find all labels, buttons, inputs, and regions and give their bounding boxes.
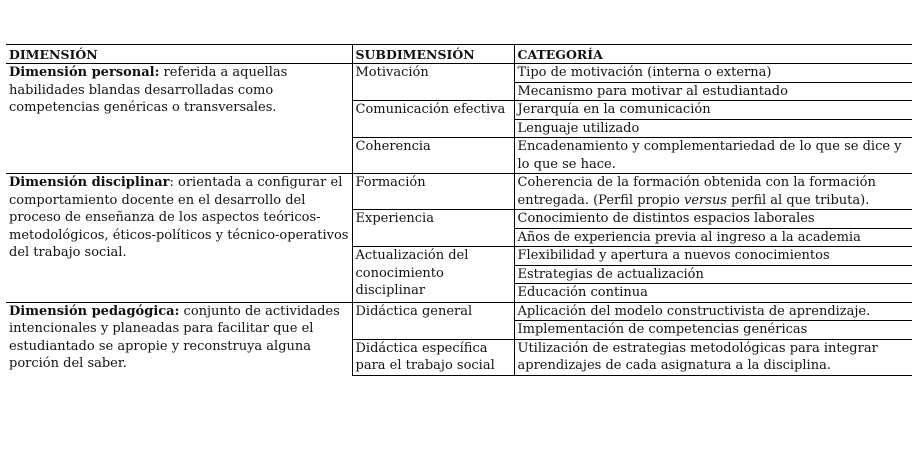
category-cell: Utilización de estrategias metodológicas para integrar aprendizajes de cada asignatura a la disciplina.	[514, 339, 912, 375]
dimension-pedagogica-title: Dimensión pedagógica:	[9, 303, 180, 319]
formacion-text-before: Coherencia de la formación obtenida con la formación entregada. (Perfil propio	[517, 175, 876, 208]
subdimension-actualizacion: Actualización del conocimiento disciplinar	[352, 247, 514, 303]
subdimension-didactica-especifica: Didáctica específica para el trabajo social	[352, 339, 514, 375]
subdimension-motivacion: Motivación	[352, 64, 514, 101]
dimension-pedagogica-cell	[6, 302, 352, 375]
dimension-table	[6, 44, 912, 376]
subdimension-experiencia: Experiencia	[352, 210, 514, 247]
category-cell: Mecanismo para motivar al estudiantado	[514, 82, 912, 101]
category-cell: Jerarquía en la comunicación	[514, 101, 912, 120]
dimension-personal-title: Dimensión personal:	[9, 65, 160, 80]
category-cell: Tipo de motivación (interna o externa)	[517, 65, 772, 80]
dimension-pedagogica-description: conjunto de actividades intencionales y planeadas para facilitar que el estudiantado se apropie y reconstruya alguna porción del saber.	[9, 303, 340, 371]
header-subdimension: SUBDIMENSIÓN	[352, 45, 514, 64]
dimension-table-container	[6, 44, 912, 376]
category-cell	[514, 174, 912, 210]
table-row	[6, 174, 912, 210]
category-cell: Estrategias de actualización	[514, 265, 912, 284]
header-category: CATEGORÍA	[514, 45, 912, 64]
dimension-personal-description: referida a aquellas habilidades blandas desarrolladas como competencias genéricas o transversales.	[9, 65, 288, 115]
dimension-personal-cell	[6, 64, 352, 174]
formacion-text-after: perfil al que tributa).	[726, 192, 870, 208]
subdimension-didactica-general: Didáctica general	[352, 302, 514, 339]
category-cell: Encadenamiento y complementariedad de lo que se dice y lo que se hace.	[514, 138, 912, 174]
table-row	[6, 64, 912, 83]
table-header-row	[6, 45, 912, 64]
category-cell: Flexibilidad y apertura a nuevos conocimientos	[514, 247, 912, 266]
subdimension-coherencia: Coherencia	[352, 138, 514, 174]
subdimension-comunicacion: Comunicación efectiva	[352, 101, 514, 138]
category-cell: Conocimiento de distintos espacios laborales	[514, 210, 912, 229]
category-cell: Lenguaje utilizado	[514, 119, 912, 138]
category-cell: Implementación de competencias genéricas	[514, 321, 912, 340]
header-dimension: DIMENSIÓN	[6, 45, 352, 64]
table-row	[6, 302, 912, 321]
dimension-disciplinar-title: Dimensión disciplinar	[9, 175, 170, 190]
formacion-text-italic: versus	[684, 192, 727, 208]
dimension-disciplinar-cell	[6, 174, 352, 303]
subdimension-formacion: Formación	[352, 174, 514, 210]
category-cell: Aplicación del modelo constructivista de aprendizaje.	[514, 302, 912, 321]
category-cell: Educación continua	[514, 284, 912, 303]
category-cell: Años de experiencia previa al ingreso a la academia	[514, 228, 912, 247]
dimension-disciplinar-description: : orientada a configurar el comportamiento docente en el desarrollo del proceso de enseñanza de los aspectos teóricos-metodológicos, éticos-políticos y técnico-operativos del trabajo social.	[9, 175, 349, 260]
